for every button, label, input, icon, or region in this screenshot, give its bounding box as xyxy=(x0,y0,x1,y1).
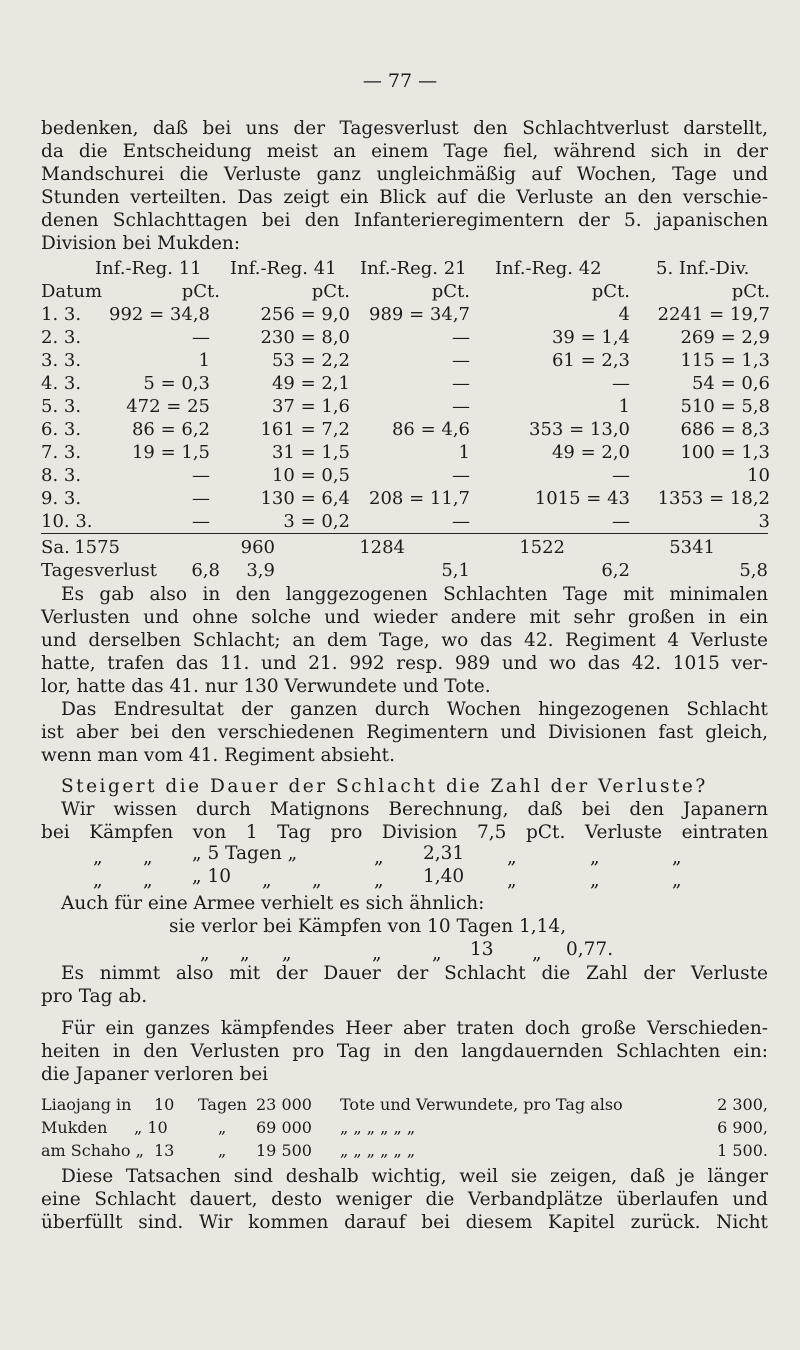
table-value-cell: 61 = 2,3 xyxy=(551,350,630,371)
text-line: lor, hatte das 41. nur 130 Verwundete und Tote. xyxy=(41,676,491,697)
battle-per-day: 2 300, xyxy=(717,1095,768,1114)
ditto-mark: „ xyxy=(374,870,384,891)
ditto-value: 0,77. xyxy=(566,939,614,960)
sum-value: 1522 xyxy=(519,537,565,558)
ditto-mark: „ xyxy=(374,847,384,868)
header-div-5: 5. Inf.-Div. xyxy=(656,258,750,279)
table-value-cell: — xyxy=(452,465,470,486)
text-line: Wir wissen durch Matignons Berechnung, daß bei den Japanern xyxy=(61,799,768,820)
sum-rule xyxy=(41,533,768,534)
battle-count: 19 500 xyxy=(256,1141,312,1160)
battle-per-day: 1 500. xyxy=(717,1141,768,1160)
ditto-mark: „ xyxy=(372,943,382,964)
battle-days: „ 10 xyxy=(134,1118,168,1137)
table-date-cell: 2. 3. xyxy=(41,327,82,348)
ditto-mark: „ xyxy=(282,943,292,964)
table-value-cell: 989 = 34,7 xyxy=(369,304,470,325)
battle-days: 13 xyxy=(154,1141,175,1160)
ditto-mark: „ xyxy=(507,847,517,868)
battle-per-day: 6 900, xyxy=(717,1118,768,1137)
header-reg-21: Inf.-Reg. 21 xyxy=(360,258,467,279)
army-sub: sie verlor bei Kämpfen von 10 Tagen 1,14, xyxy=(169,916,567,937)
header-reg-41: Inf.-Reg. 41 xyxy=(230,258,337,279)
battle-desc: „ „ „ „ „ „ xyxy=(340,1141,416,1160)
table-value-cell: — xyxy=(452,511,470,532)
ditto-mark: „ xyxy=(672,870,682,891)
table-value-cell: 53 = 2,2 xyxy=(271,350,350,371)
table-value-cell: 510 = 5,8 xyxy=(680,396,770,417)
table-value-cell: 10 = 0,5 xyxy=(271,465,350,486)
loss-label: Tagesverlust xyxy=(41,560,157,581)
loss-value: 5,1 xyxy=(441,560,470,581)
loss-value: 6,2 xyxy=(601,560,630,581)
paragraph-4-conclusion xyxy=(41,962,768,1008)
ditto-mark: „ xyxy=(143,847,153,868)
ditto-mark: „ xyxy=(93,847,103,868)
intro-paragraph xyxy=(41,117,768,255)
army-line: Auch für eine Armee verhielt es sich ähnlich: xyxy=(61,893,485,914)
ditto-mark: „ xyxy=(432,943,442,964)
paragraph-4 xyxy=(41,775,768,844)
ditto-mark: „ xyxy=(200,943,210,964)
table-value-cell: — xyxy=(612,511,630,532)
ditto-mark: „ xyxy=(672,847,682,868)
ditto-mark: „ xyxy=(262,870,272,891)
header-pct: pCt. xyxy=(731,281,770,302)
table-value-cell: 256 = 9,0 xyxy=(260,304,350,325)
table-value-cell: 161 = 7,2 xyxy=(260,419,350,440)
sum-value: 960 xyxy=(240,537,275,558)
text-line: Stunden verteilten. Das zeigt ein Blick auf die Verluste an den verschie- xyxy=(41,187,768,208)
table-value-cell: 472 = 25 xyxy=(126,396,210,417)
ditto-mark: „ xyxy=(590,847,600,868)
table-value-cell: — xyxy=(452,350,470,371)
table-value-cell: 5 = 0,3 xyxy=(143,373,210,394)
table-value-cell: 353 = 13,0 xyxy=(529,419,630,440)
table-value-cell: — xyxy=(192,511,210,532)
table-value-cell: 100 = 1,3 xyxy=(680,442,770,463)
table-value-cell: 4 xyxy=(618,304,630,325)
ditto-value: 1,40 xyxy=(423,866,465,887)
ditto-mark: „ xyxy=(143,870,153,891)
table-value-cell: — xyxy=(452,373,470,394)
text-line: Das Endresultat der ganzen durch Wochen hingezogenen Schlacht xyxy=(61,699,768,720)
table-value-cell: 31 = 1,5 xyxy=(271,442,350,463)
text-line: Diese Tatsachen sind deshalb wichtig, weil sie zeigen, daß je länger xyxy=(61,1166,768,1187)
table-value-cell: — xyxy=(192,488,210,509)
table-value-cell: 686 = 8,3 xyxy=(680,419,770,440)
ditto-mark: „ xyxy=(507,870,517,891)
text-line: Verlusten und ohne solche und wieder andere mit sehr großen in ein xyxy=(41,607,768,628)
header-datum: Datum xyxy=(41,281,103,302)
table-date-cell: 10. 3. xyxy=(41,511,93,532)
battle-count: 69 000 xyxy=(256,1118,312,1137)
text-line: die Japaner verloren bei xyxy=(41,1064,269,1085)
table-date-cell: 5. 3. xyxy=(41,396,82,417)
table-value-cell: 208 = 11,7 xyxy=(369,488,470,509)
table-date-cell: 4. 3. xyxy=(41,373,82,394)
battle-desc: Tote und Verwundete, pro Tag also xyxy=(340,1095,623,1114)
table-value-cell: — xyxy=(452,327,470,348)
table-value-cell: 3 xyxy=(758,511,770,532)
battle-count: 23 000 xyxy=(256,1095,312,1114)
table-value-cell: 130 = 6,4 xyxy=(260,488,350,509)
text-line: da die Entscheidung meist an einem Tage fiel, während sich in der xyxy=(41,141,768,162)
battle-place: am Schaho „ xyxy=(41,1141,144,1160)
table-value-cell: 1 xyxy=(198,350,210,371)
table-date-cell: 9. 3. xyxy=(41,488,82,509)
table-value-cell: 115 = 1,3 xyxy=(680,350,770,371)
ditto-mark: „ xyxy=(590,870,600,891)
paragraph-6 xyxy=(41,1165,768,1234)
table-value-cell: 10 xyxy=(747,465,770,486)
sum-value: 5341 xyxy=(669,537,715,558)
table-value-cell: 3 = 0,2 xyxy=(283,511,350,532)
spaced-question: Steigert die Dauer der Schlacht die Zahl der Verluste? xyxy=(61,776,708,797)
ditto-mark: „ xyxy=(532,943,542,964)
text-line: überfüllt sind. Wir kommen darauf bei diesem Kapitel zurück. Nicht xyxy=(41,1212,768,1233)
sum-value: 1284 xyxy=(359,537,405,558)
table-value-cell: 37 = 1,6 xyxy=(271,396,350,417)
ditto-mark: „ xyxy=(240,943,250,964)
header-pct: pCt. xyxy=(431,281,470,302)
text-line: pro Tag ab. xyxy=(41,986,148,1007)
text-line: hatte, trafen das 11. und 21. 992 resp. 989 und wo das 42. 1015 ver- xyxy=(41,653,768,674)
text-line: wenn man vom 41. Regiment absieht. xyxy=(41,745,395,766)
page-number: — 77 — xyxy=(362,70,438,92)
battle-days: 10 xyxy=(154,1095,175,1114)
text-line: eine Schlacht dauert, desto weniger die Verbandplätze überlaufen und xyxy=(41,1189,768,1210)
table-value-cell: 19 = 1,5 xyxy=(131,442,210,463)
text-line: ist aber bei den verschiedenen Regimentern und Divisionen fast gleich, xyxy=(41,722,768,743)
ditto-days: „ 5 Tagen „ xyxy=(192,843,298,864)
header-pct: pCt. xyxy=(181,281,220,302)
table-value-cell: 1015 = 43 xyxy=(534,488,630,509)
ditto-days: „ 10 xyxy=(192,866,232,887)
table-date-cell: 6. 3. xyxy=(41,419,82,440)
table-value-cell: 49 = 2,0 xyxy=(551,442,630,463)
table-value-cell: — xyxy=(192,327,210,348)
text-line: Mandschurei die Verluste ganz ungleichmäßig auf Wochen, Tage und xyxy=(41,164,768,185)
table-value-cell: 992 = 34,8 xyxy=(109,304,210,325)
header-reg-42: Inf.-Reg. 42 xyxy=(495,258,602,279)
table-value-cell: 1 xyxy=(458,442,470,463)
table-value-cell: 54 = 0,6 xyxy=(691,373,770,394)
ditto-mark: „ xyxy=(93,870,103,891)
table-value-cell: — xyxy=(192,465,210,486)
table-date-cell: 7. 3. xyxy=(41,442,82,463)
table-value-cell: 1353 = 18,2 xyxy=(657,488,770,509)
paragraph-2 xyxy=(41,583,768,698)
text-line: Für ein ganzes kämpfendes Heer aber traten doch große Verschieden- xyxy=(61,1018,768,1039)
table-value-cell: 49 = 2,1 xyxy=(271,373,350,394)
table-value-cell: — xyxy=(452,396,470,417)
sum-label: Sa. xyxy=(41,537,70,558)
paragraph-5 xyxy=(41,1017,768,1086)
table-value-cell: 1 xyxy=(618,396,630,417)
ditto-mark: „ xyxy=(312,870,322,891)
battle-unit: „ xyxy=(218,1118,227,1137)
table-value-cell: — xyxy=(612,465,630,486)
table-value-cell: 39 = 1,4 xyxy=(551,327,630,348)
table-value-cell: — xyxy=(612,373,630,394)
table-date-cell: 3. 3. xyxy=(41,350,82,371)
table-value-cell: 2241 = 19,7 xyxy=(657,304,770,325)
text-line: Es nimmt also mit der Dauer der Schlacht die Zahl der Verluste xyxy=(61,963,768,984)
text-line: und derselben Schlacht; an dem Tage, wo das 42. Regiment 4 Verluste xyxy=(41,630,768,651)
ditto-value: 13 xyxy=(470,939,494,960)
table-value-cell: 230 = 8,0 xyxy=(260,327,350,348)
table-value-cell: 86 = 6,2 xyxy=(131,419,210,440)
sum-value: 1575 xyxy=(74,537,120,558)
header-pct: pCt. xyxy=(311,281,350,302)
text-line: heiten in den Verlusten pro Tag in den langdauernden Schlachten ein: xyxy=(41,1041,768,1062)
text-line: bedenken, daß bei uns der Tagesverlust den Schlachtverlust darstellt, xyxy=(41,118,768,139)
loss-value: 3,9 xyxy=(246,560,275,581)
header-reg-11: Inf.-Reg. 11 xyxy=(95,258,202,279)
battle-unit: Tagen xyxy=(198,1095,247,1114)
paragraph-3 xyxy=(41,698,768,767)
battle-place: Liaojang in xyxy=(41,1095,132,1114)
table-date-cell: 8. 3. xyxy=(41,465,82,486)
text-line: Es gab also in den langgezogenen Schlachten Tage mit minimalen xyxy=(61,584,768,605)
text-line: bei Kämpfen von 1 Tag pro Division 7,5 pCt. Verluste eintraten xyxy=(41,822,768,843)
header-pct: pCt. xyxy=(591,281,630,302)
table-value-cell: 269 = 2,9 xyxy=(680,327,770,348)
ditto-value: 2,31 xyxy=(423,843,465,864)
text-line: Division bei Mukden: xyxy=(41,233,241,254)
battle-place: Mukden xyxy=(41,1118,108,1137)
battle-unit: „ xyxy=(218,1141,227,1160)
battle-desc: „ „ „ „ „ „ xyxy=(340,1118,416,1137)
table-date-cell: 1. 3. xyxy=(41,304,82,325)
loss-value: 6,8 xyxy=(191,560,220,581)
loss-value: 5,8 xyxy=(739,560,768,581)
text-line: denen Schlachttagen bei den Infanterieregimentern der 5. japanischen xyxy=(41,210,768,231)
table-value-cell: 86 = 4,6 xyxy=(391,419,470,440)
